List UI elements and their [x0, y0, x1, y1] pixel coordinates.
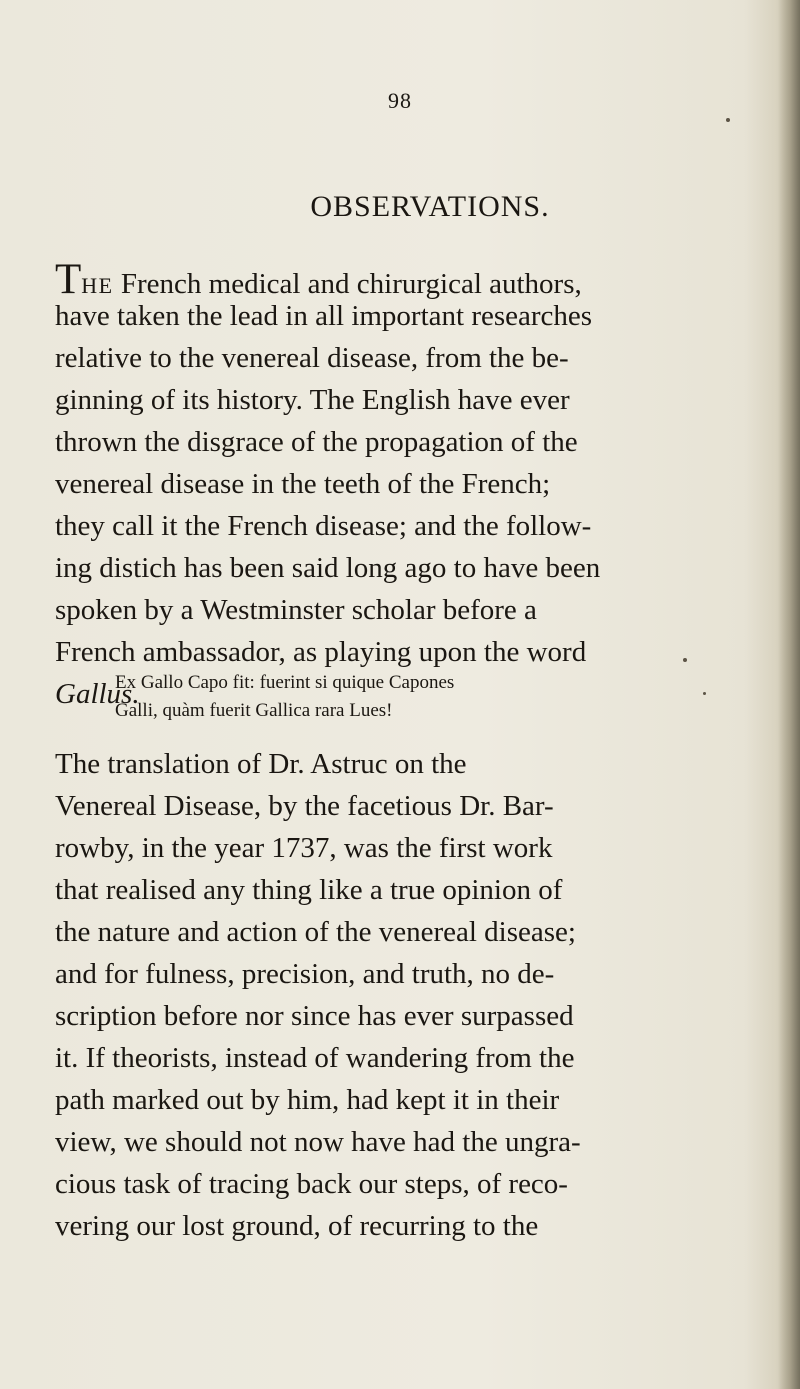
- drop-cap: T: [55, 256, 82, 303]
- paragraph-line: that realised any thing like a true opinion of: [55, 874, 563, 906]
- line-text: French medical and chirurgical authors,: [113, 268, 582, 300]
- page-number: 98: [388, 88, 412, 113]
- paragraph-line: ing distich has been said long ago to have been: [55, 552, 601, 584]
- paragraph-line: ginning of its history. The English have ever: [55, 384, 570, 416]
- paragraph-line: rowby, in the year 1737, was the first work: [55, 832, 553, 864]
- paragraph-line: venereal disease in the teeth of the French;: [55, 468, 551, 500]
- paragraph-line-italic: Gallus.: [55, 678, 140, 710]
- paragraph-line: Venereal Disease, by the facetious Dr. Bar-: [55, 790, 554, 822]
- distich-line: Galli, quàm fuerit Gallica rara Lues!: [115, 700, 393, 721]
- paper-speck: [726, 118, 730, 122]
- paragraph-line: have taken the lead in all important researches: [55, 300, 593, 332]
- paragraph-line: French ambassador, as playing upon the word: [55, 636, 587, 668]
- paragraph-line: scription before nor since has ever surpassed: [55, 1000, 574, 1032]
- paragraph-line: vering our lost ground, of recurring to the: [55, 1210, 539, 1242]
- paragraph-line: cious task of tracing back our steps, of reco-: [55, 1168, 568, 1200]
- paragraph-line: it. If theorists, instead of wandering from the: [55, 1042, 575, 1074]
- paragraph-line: spoken by a Westminster scholar before a: [55, 594, 537, 626]
- paragraph-line: and for fulness, precision, and truth, no de-: [55, 958, 555, 990]
- paper-speck: [683, 658, 687, 662]
- paragraph-line: [55, 256, 582, 303]
- page-heading: OBSERVATIONS.: [310, 190, 550, 223]
- paragraph-line: the nature and action of the venereal disease;: [55, 916, 576, 948]
- paper-speck: [703, 692, 706, 695]
- distich-line: Ex Gallo Capo fit: fuerint si quique Capones: [115, 672, 455, 693]
- page-edge-shadow: [778, 0, 800, 1389]
- paragraph-line: path marked out by him, had kept it in their: [55, 1084, 560, 1116]
- small-caps-text: HE: [81, 273, 114, 298]
- paragraph-line: relative to the venereal disease, from the be-: [55, 342, 569, 374]
- paragraph-line: they call it the French disease; and the follow-: [55, 510, 592, 542]
- paragraph-line: The translation of Dr. Astruc on the: [55, 748, 467, 780]
- paragraph-line: view, we should not now have had the ungra-: [55, 1126, 581, 1158]
- paragraph-line: thrown the disgrace of the propagation of the: [55, 426, 578, 458]
